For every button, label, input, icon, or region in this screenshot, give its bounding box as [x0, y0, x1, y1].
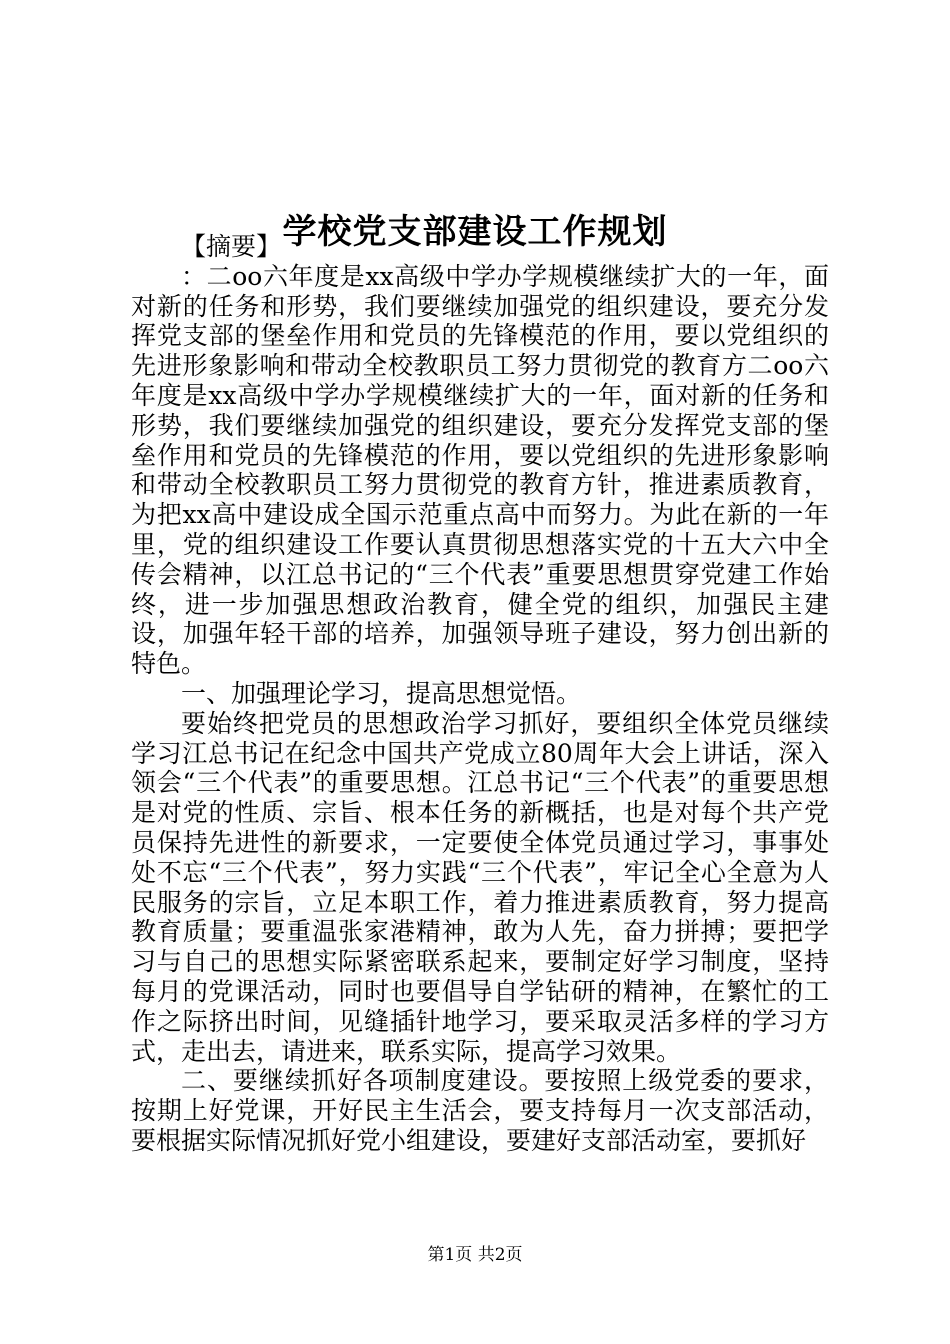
section-paragraph-2: 二、要继续抓好各项制度建设。要按照上级党委的要求，按期上好党课，开好民主生活会，要支持每月一次支部活动，要根据实际情况抓好党小组建设，要建好支部活动室，要抓好	[131, 1066, 829, 1155]
document-title: 学校党支部建设工作规划	[282, 211, 668, 252]
section-heading-1: 一、加强理论学习，提高思想觉悟。	[181, 678, 582, 708]
document-body	[131, 232, 829, 1156]
summary-heading: 【摘要】	[181, 232, 282, 261]
section-paragraph-1: 要始终把党员的思想政治学习抓好，要组织全体党员继续学习江总书记在纪念中国共产党成立80周年大会上讲话，深入领会“三个代表”的重要思想。江总书记“三个代表”的重要思想是对党的性质、宗旨、根本任务的新概括，也是对每个共产党员保持先进性的新要求，一定要使全体党员通过学习，事事处处不忘“三个代表”，努力实践“三个代表”，牢记全心全意为人民服务的宗旨，立足本职工作，着力推进素质教育，努力提高教育质量；要重温张家港精神，敢为人先，奋力拼搏；要把学习与自己的思想实际紧密联系起来，要制定好学习制度，坚持每月的党课活动，同时也要倡导自学钻研的精神，在繁忙的工作之际挤出时间，见缝插针地学习，要采取灵活多样的学习方式，走出去，请进来，联系实际，提高学习效果。	[131, 708, 829, 1066]
summary-paragraph: ：二oo六年度是xx高级中学办学规模继续扩大的一年，面对新的任务和形势，我们要继续加强党的组织建设，要充分发挥党支部的堡垒作用和党员的先锋模范的作用，要以党组织的先进形象影响和带动全校教职员工努力贯彻党的教育方二oo六年度是xx高级中学办学规模继续扩大的一年，面对新的任务和形势，我们要继续加强党的组织建设，要充分发挥党支部的堡垒作用和党员的先锋模范的作用，要以党组织的先进形象影响和带动全校教职员工努力贯彻党的教育方针，推进素质教育，为把xx高中建设成全国示范重点高中而努力。为此在新的一年里，党的组织建设工作要认真贯彻思想落实党的十五大六中全传会精神，以江总书记的“三个代表”重要思想贯穿党建工作始终，进一步加强思想政治教育，健全党的组织，加强民主建设，加强年轻干部的培养，加强领导班子建设，努力创出新的特色。	[131, 261, 829, 679]
page-number-footer: 第1页 共2页	[427, 1245, 523, 1265]
